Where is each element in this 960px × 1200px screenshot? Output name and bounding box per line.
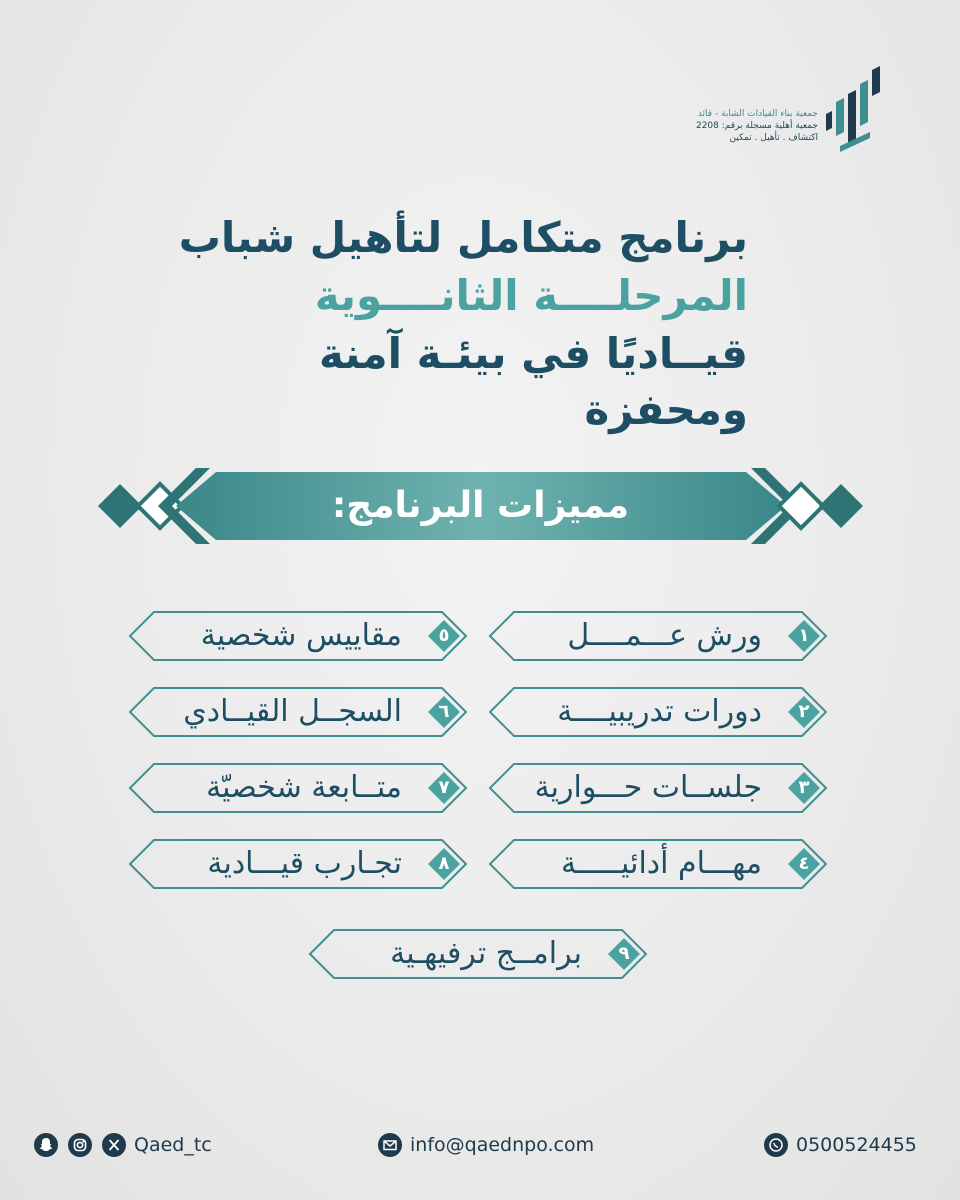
headline-line-2: المرحلــــة الثانــــوية [314, 271, 748, 320]
feature-label: دورات تدريبيــــة [557, 694, 762, 729]
headline-line-3: قيــاديًا في بيئـة آمنة ومحفزة [319, 329, 748, 434]
feature-label: جلســات حـــوارية [534, 770, 762, 805]
email-address[interactable]: info@qaednpo.com [410, 1134, 595, 1156]
feature-number-badge [788, 848, 820, 880]
feature-label: متــابعة شخصيّة [206, 770, 402, 805]
feature-item [488, 838, 828, 890]
x-twitter-icon[interactable] [102, 1133, 126, 1157]
organization-logo [695, 62, 890, 172]
instagram-icon[interactable] [68, 1133, 92, 1157]
phone-number[interactable]: 0500524455 [796, 1134, 917, 1156]
feature-item [128, 610, 468, 662]
features-banner [98, 466, 863, 546]
feature-number-badge [428, 620, 460, 652]
feature-number: ٢ [798, 701, 810, 722]
email-contact [378, 1130, 594, 1160]
phone-contact [764, 1130, 917, 1160]
feature-number: ٥ [438, 625, 450, 646]
feature-label: مهـــام أدائيـــــة [561, 846, 762, 881]
feature-number: ٩ [618, 943, 630, 964]
feature-label: ورش عـــمــــل [567, 618, 762, 653]
feature-number: ٧ [438, 777, 450, 798]
feature-number-badge [428, 848, 460, 880]
feature-label: تجـارب قيـــادية [207, 846, 402, 881]
feature-item [488, 610, 828, 662]
whatsapp-icon[interactable] [764, 1133, 788, 1157]
banner-title: مميزات البرنامج: [331, 485, 630, 526]
feature-number: ٤ [798, 853, 810, 874]
feature-label: السجــل القيــادي [183, 694, 402, 729]
feature-item [128, 686, 468, 738]
feature-item [488, 762, 828, 814]
social-handle[interactable]: Qaed_tc [134, 1134, 212, 1156]
headline-line-1: برنامج متكامل لتأهيل شباب [178, 213, 748, 262]
feature-label: مقاييس شخصية [200, 618, 402, 653]
feature-number: ٣ [798, 777, 810, 798]
feature-number: ٦ [438, 701, 450, 722]
feature-label: برامــج ترفيهـية [390, 936, 582, 971]
email-icon[interactable] [378, 1133, 402, 1157]
feature-item [128, 762, 468, 814]
feature-number-badge [788, 772, 820, 804]
feature-item [308, 928, 648, 980]
feature-number: ٨ [438, 853, 450, 874]
logo-line-1: جمعية بناء القيادات الشابة - قائد [697, 109, 818, 119]
feature-number-badge [788, 620, 820, 652]
logo-mark-icon [820, 62, 890, 157]
feature-number-badge [788, 696, 820, 728]
feature-item [488, 686, 828, 738]
feature-item [128, 838, 468, 890]
feature-number-badge [428, 696, 460, 728]
feature-number-badge [428, 772, 460, 804]
snapchat-icon[interactable] [34, 1133, 58, 1157]
feature-number-badge [608, 938, 640, 970]
feature-number: ١ [798, 625, 810, 646]
social-links [34, 1130, 212, 1160]
logo-line-3: اكتشاف . تأهيل . تمكين [729, 133, 818, 143]
logo-line-2: جمعية أهلية مسجلة برقم: 2208 [695, 121, 818, 131]
